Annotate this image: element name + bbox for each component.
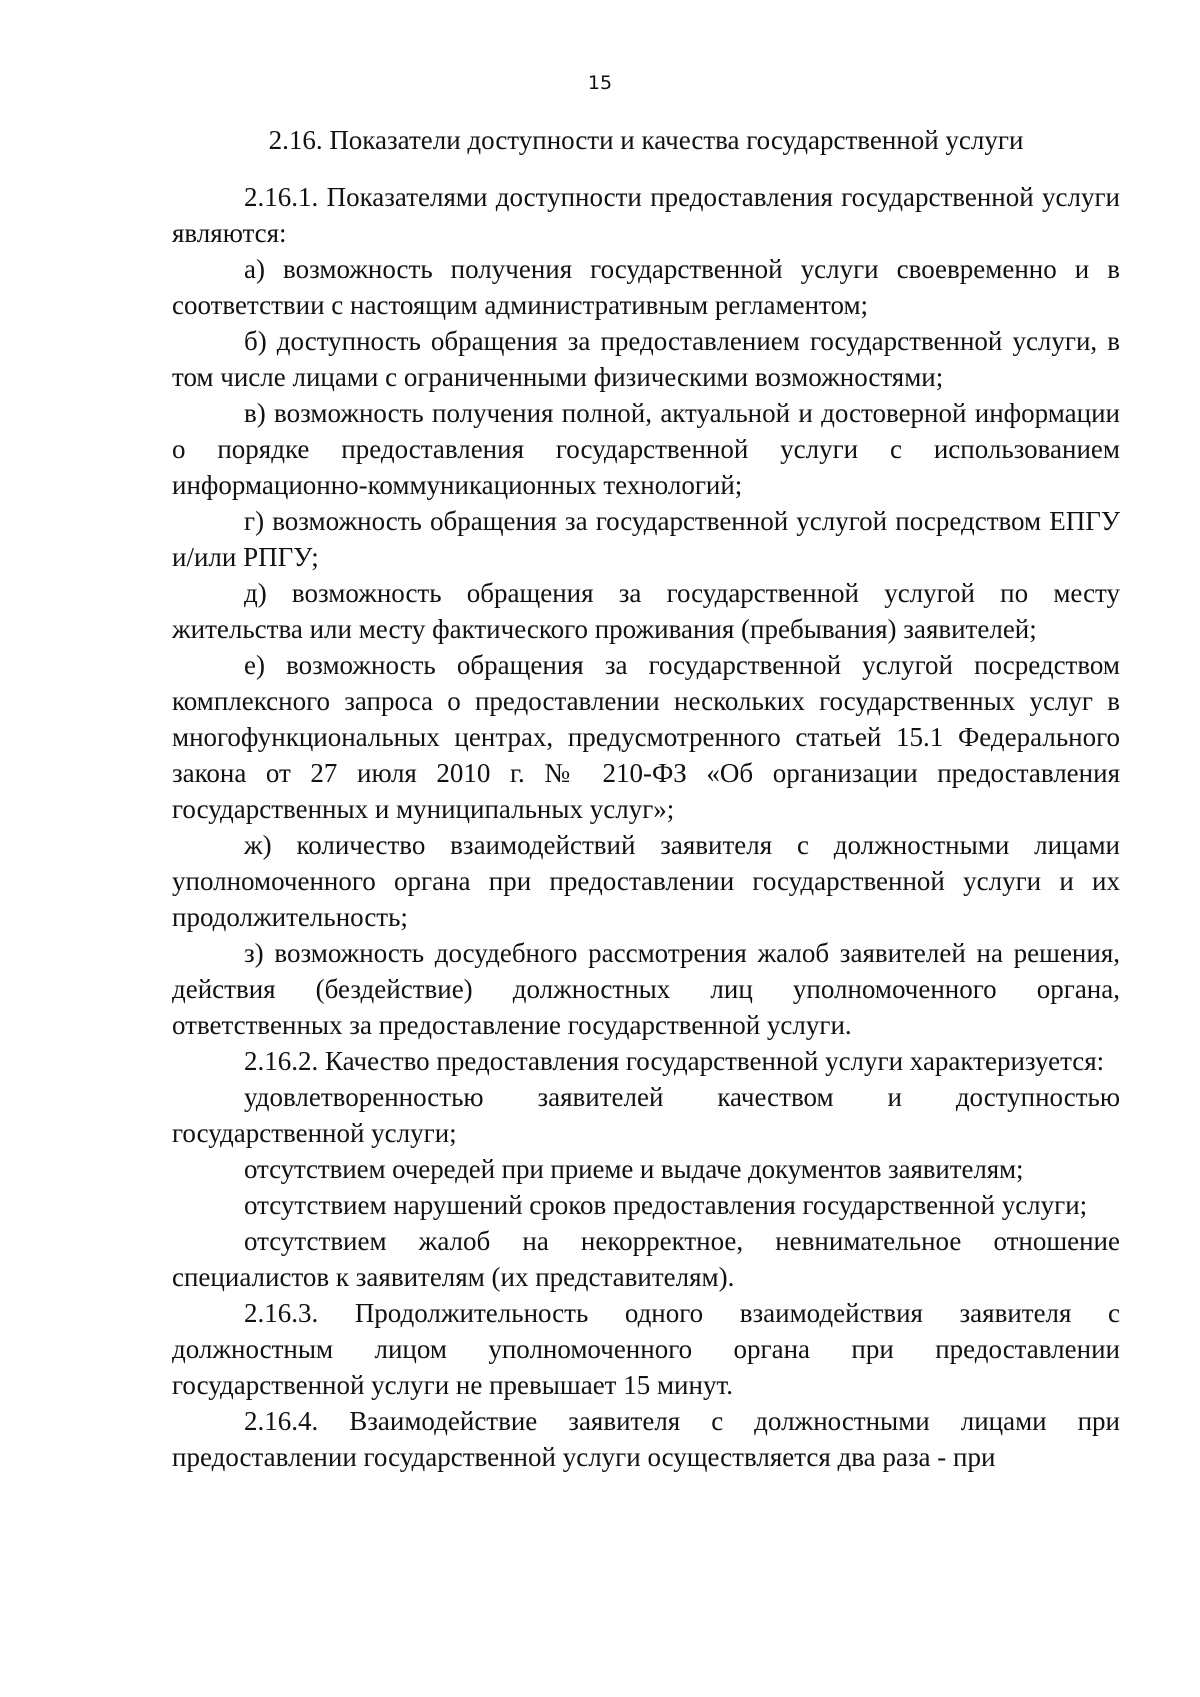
list-item-zh: ж) количество взаимодействий заявителя с должностными лицами уполномоченного органа при предоставлении государственной услуги и их продолжительность; bbox=[172, 830, 1120, 932]
list-item-a: а) возможность получения государственной услуги своевременно и в соответствии с настоящим административным регламентом; bbox=[172, 254, 1120, 320]
list-item-b: б) доступность обращения за предоставлением государственной услуги, в том числе лицами с ограниченными физическими возможностями; bbox=[172, 326, 1120, 392]
section-heading: 2.16. Показатели доступности и качества государственной услуги bbox=[268, 125, 1024, 155]
list-item-g: г) возможность обращения за государственной услугой посредством ЕПГУ и/или РПГУ; bbox=[172, 506, 1120, 572]
quality-item-no-queues: отсутствием очередей при приеме и выдаче документов заявителям; bbox=[244, 1154, 1024, 1184]
paragraph-2-16-3: 2.16.3. Продолжительность одного взаимодействия заявителя с должностным лицом уполномоченного органа при предоставлении государственной услуги не превышает 15 минут. bbox=[172, 1298, 1120, 1400]
paragraph-2-16-4: 2.16.4. Взаимодействие заявителя с должностными лицами при предоставлении государственной услуги осуществляется два раза - при bbox=[172, 1406, 1120, 1472]
list-item-z: з) возможность досудебного рассмотрения жалоб заявителей на решения, действия (бездействие) должностных лиц уполномоченного органа, ответственных за предоставление государственной услуги. bbox=[172, 938, 1120, 1040]
quality-item-no-delays: отсутствием нарушений сроков предоставления государственной услуги; bbox=[244, 1190, 1088, 1220]
list-item-v: в) возможность получения полной, актуальной и достоверной информации о порядке предоставления государственной услуги с использованием информационно-коммуникационных технологий; bbox=[172, 398, 1120, 500]
list-item-d: д) возможность обращения за государственной услугой по месту жительства или месту фактического проживания (пребывания) заявителей; bbox=[172, 578, 1120, 644]
quality-item-no-complaints: отсутствием жалоб на некорректное, невнимательное отношение специалистов к заявителям (их представителям). bbox=[172, 1226, 1120, 1292]
document-body bbox=[172, 122, 1120, 1475]
paragraph-2-16-2: 2.16.2. Качество предоставления государственной услуги характеризуется: bbox=[244, 1046, 1105, 1076]
quality-item-satisfaction: удовлетворенностью заявителей качеством и доступностью государственной услуги; bbox=[172, 1082, 1120, 1148]
paragraph-2-16-1: 2.16.1. Показателями доступности предоставления государственной услуги являются: bbox=[172, 182, 1120, 248]
list-item-e: е) возможность обращения за государственной услугой посредством комплексного запроса о предоставлении нескольких государственных услуг в многофункциональных центрах, предусмотренного статьей 15.1 Федерального закона от 27 июля 2010 г. № 210-ФЗ «Об организации предоставления государственных и муниципальных услуг»; bbox=[172, 650, 1120, 824]
page-number: 15 bbox=[587, 72, 613, 94]
